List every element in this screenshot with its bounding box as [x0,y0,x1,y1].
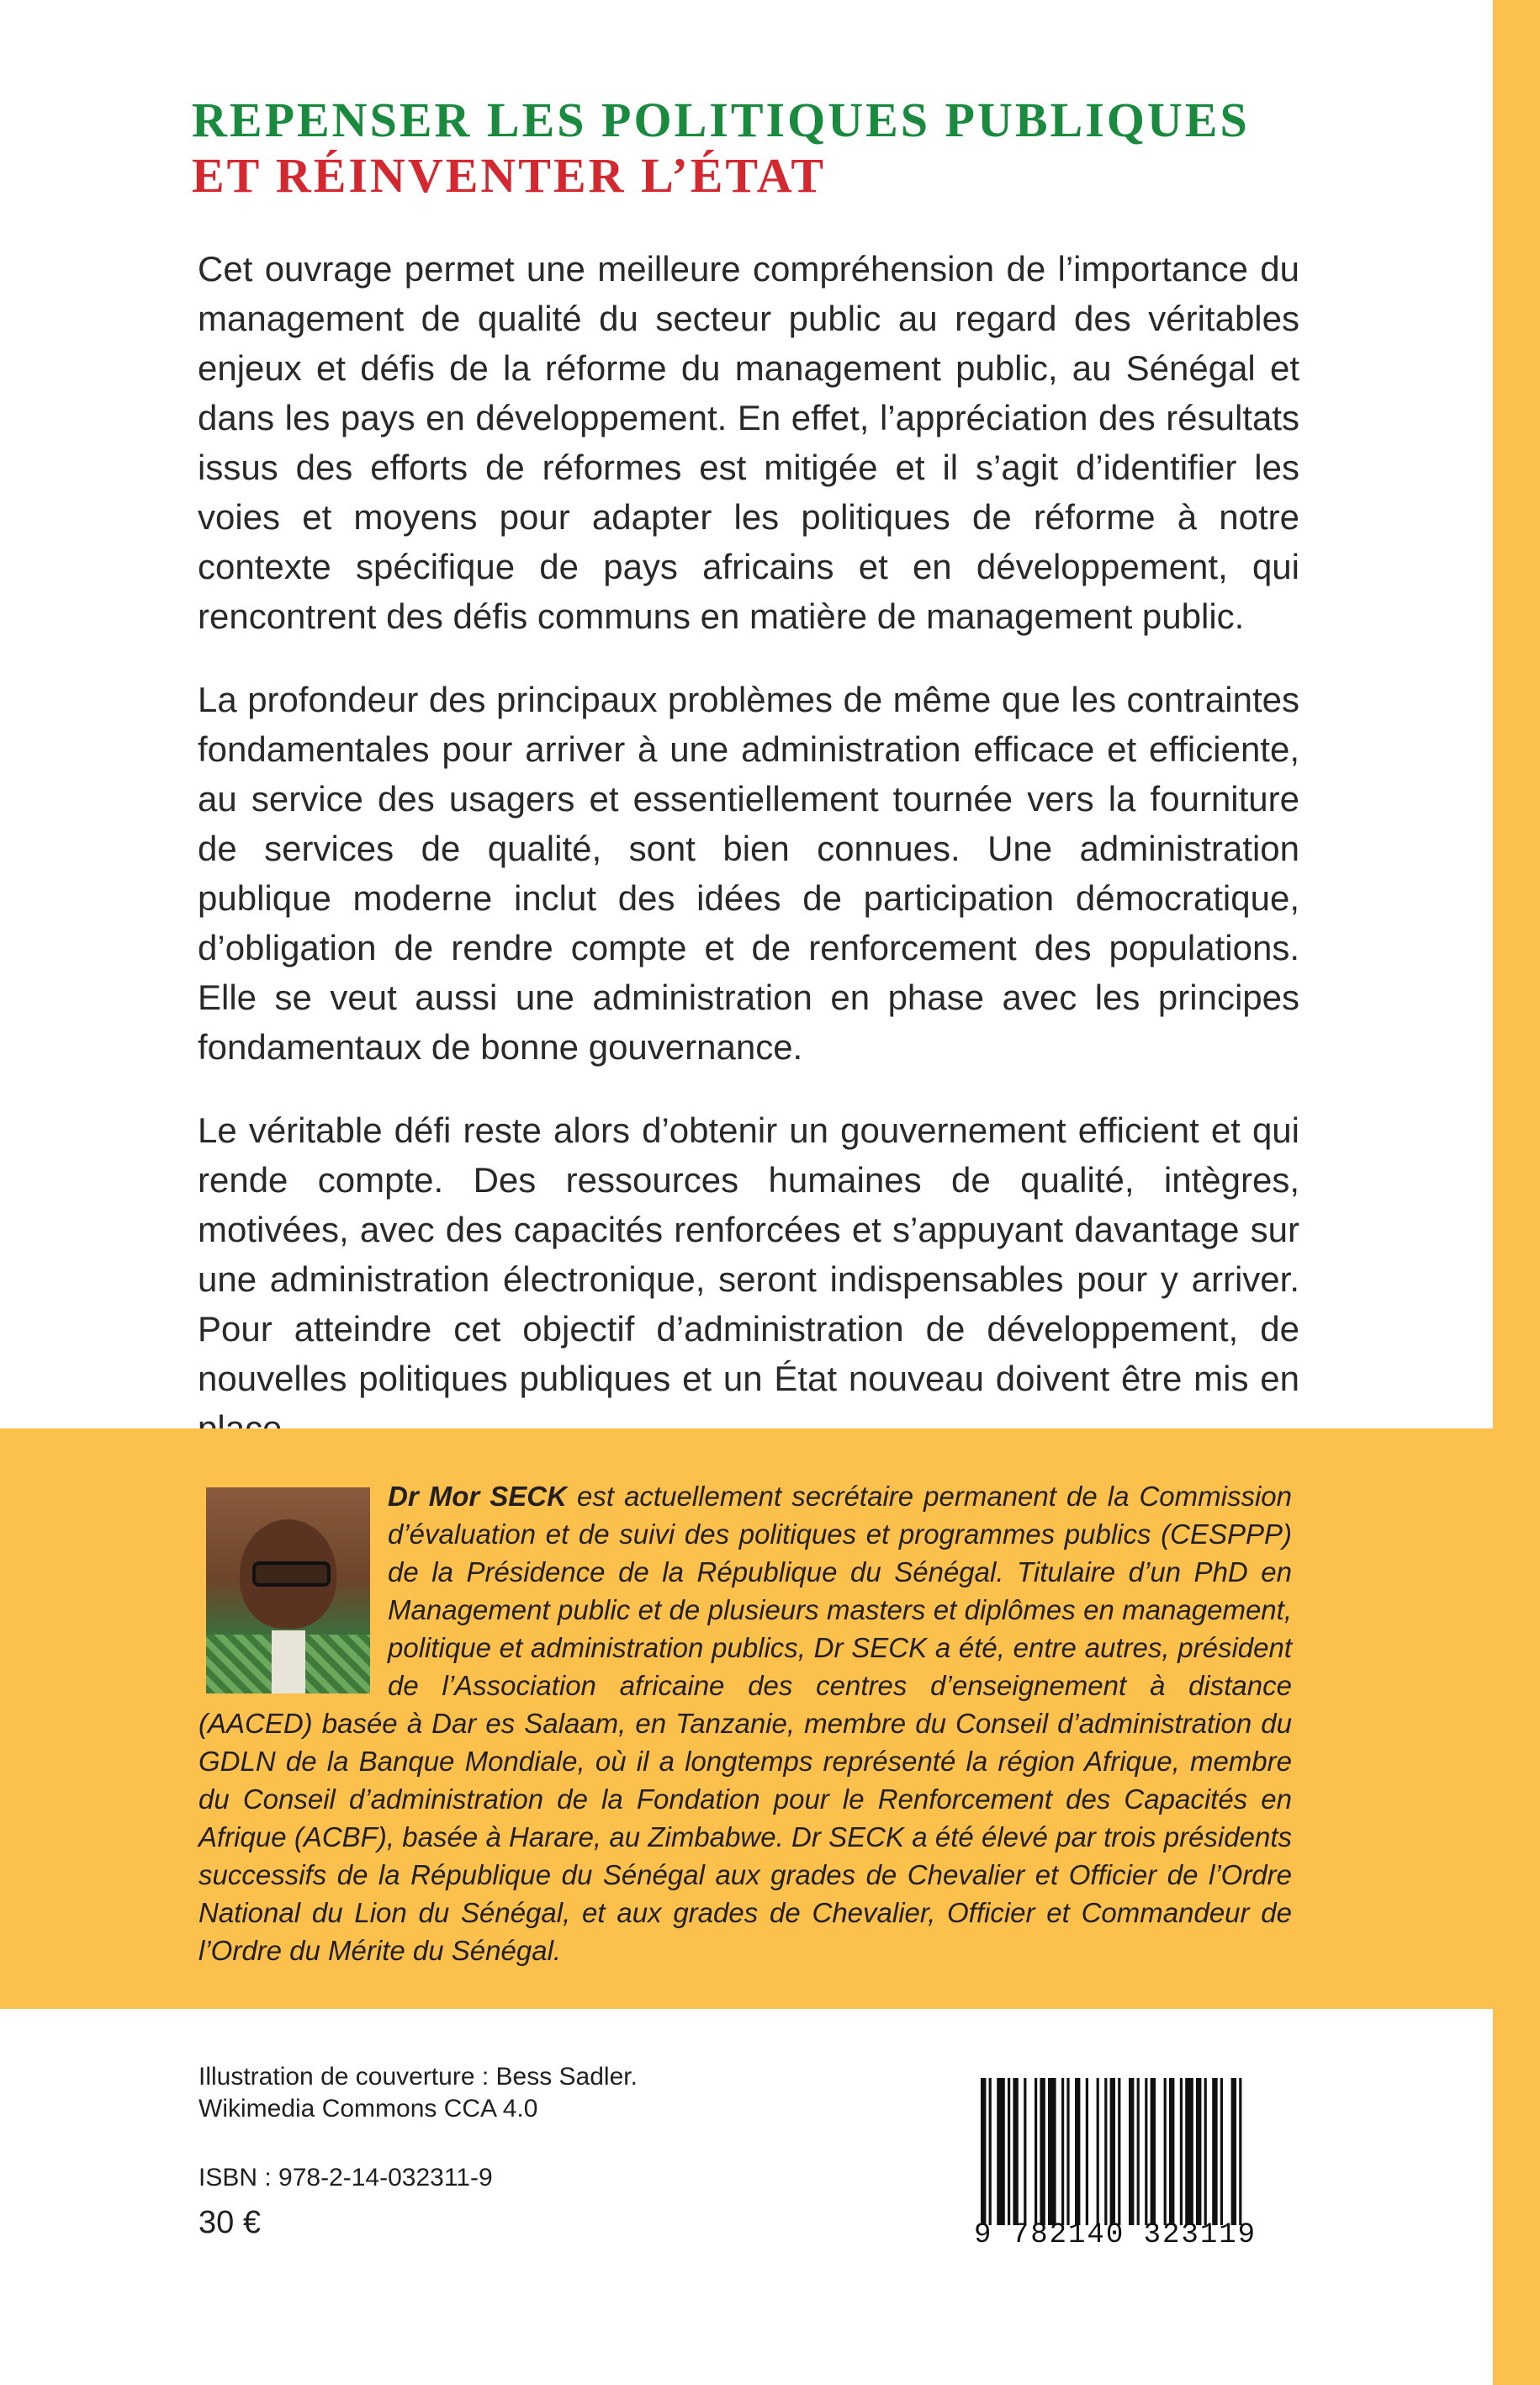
author-biography [198,1477,1292,1969]
title-line-1: REPENSER LES POLITIQUES PUBLIQUES [192,93,1250,147]
summary-paragraph-3: Le véritable défi reste alors d’obtenir un gouvernement efficient et qui rende compte. Des ressources humaines de qualité, intègres, motivées, avec des capacités renforcées et s’appuyant davantage sur une administration électronique, seront indispensables pour y arriver. Pour atteindre cet objectif d’administration de développement, de nouvelles politiques publiques et un État nouveau doivent être mis en [198,1110,1299,1398]
summary-paragraph-2: La profondeur des principaux problèmes de même que les contraintes fondamentales pour arriver à une administration efficace et efficiente, au service des usagers et essentiellement tournée vers la fourniture de services de qualité, sont bien connues. Une administration publique moderne inclut des idées de participation démocratique, d’obligation de rendre compte et de renforcement des populations. Elle se veut aussi une administration en phase avec les principes fondamentaux de bonne gouvernance. [198,680,1299,1067]
spine-color-strip [1493,0,1540,2385]
author-name: Dr Mor SECK [388,1481,567,1512]
barcode [974,2078,1327,2263]
summary-paragraph-1: Cet ouvrage permet une meilleure compréhension de l’importance du management de qualité du secteur public au regard des véritables enjeux et défis de la réforme du management public, au Sénégal et dans les pays en développement. En effet, l’appréciation des résultats issus des efforts de réformes est mitigée et il s’agit d’identifier les voies et moyens pour adapter les politiques de réforme à notre contexte spécifique de pays africains et en développement, qui rencontrent des défis communs en matière de management public. [198,249,1299,636]
barcode-digits: 9 782140 323119 [974,2219,1257,2251]
credits-line-1: Illustration de couverture : Bess Sadler. [198,2063,638,2091]
back-cover-summary [198,244,1299,1487]
barcode-bars [974,2078,1327,2225]
author-section [0,1428,1493,2009]
credits-line-2: Wikimedia Commons CCA 4.0 [198,2095,538,2123]
isbn: ISBN : 978-2-14-032311-9 [198,2164,493,2192]
title-line-2: ET RÉINVENTER L’ÉTAT [192,148,827,203]
author-bio-text: est actuellement secrétaire permanent de la Commission d’évaluation et de suivi des politiques et programmes publics (CESPPP) de la Présidence de la République du Sénégal. Titulaire d’un PhD en Management public et de plusieurs masters et diplômes en management, politique et administration publics, Dr SECK a été, entre autres, président de l’Association africaine des centres d’enseignement à distance (AACED) basée à Dar es Salaam, en Tanzanie, membre du Conseil d’administration du GDLN de la Banque Mondiale, où il a longtemps représenté la région Afrique, membre du Conseil d’administration de la Fondation pour le Renforcement des Capacités en Afrique (ACBF), basée à Harare, au Zimbabwe. Dr SECK a été élevé par trois présidents successifs de la République du Sénégal aux grades de Chevalier et Officier de l’Ordre National du Lion du Sénégal, et aux grades de Chevalier, Officier et Commandeur de l’Ordre du Mérite du Sénégal. [198,1481,1293,1966]
cover-credits [198,2061,638,2125]
price: 30 € [198,2205,261,2240]
book-title [192,93,1250,204]
